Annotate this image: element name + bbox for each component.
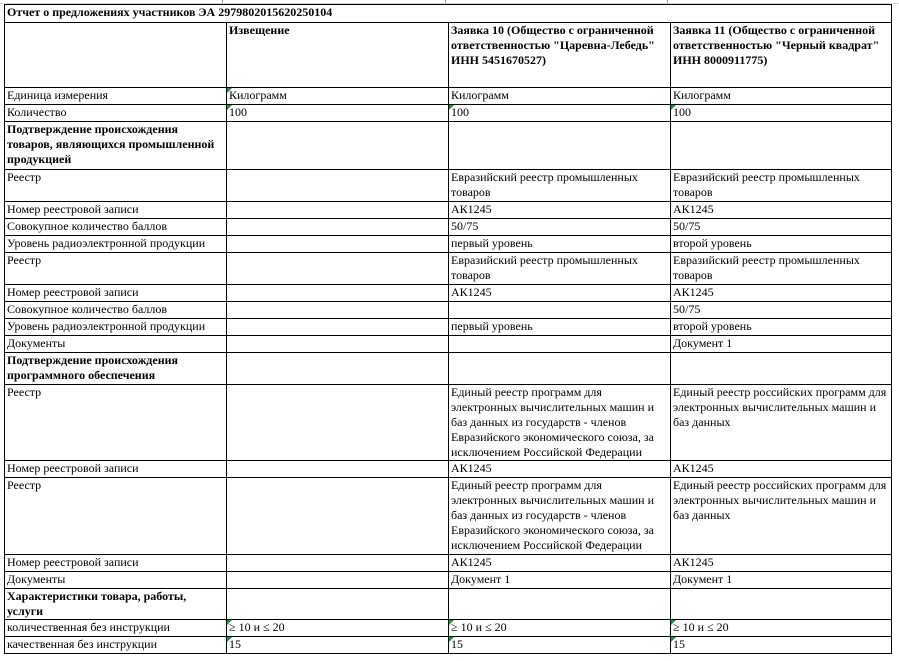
cell-text: ≥ 10 и ≤ 20 (229, 620, 285, 634)
cell-value[interactable]: АК1245 (449, 461, 671, 478)
cell-value[interactable] (449, 637, 671, 654)
table-row (5, 285, 892, 302)
table-row (5, 88, 892, 105)
cell-value[interactable]: Документ 1 (671, 336, 892, 353)
cell-value[interactable] (671, 353, 892, 385)
cell-text: 15 (673, 637, 685, 651)
table-row (5, 620, 892, 637)
header-notice[interactable]: Извещение (227, 23, 449, 88)
cell-value[interactable]: Единый реестр программ для электронных вычислительных машин и баз данных из государств - членов Евразийского экономического союза, за исключением Российской Федерации (449, 385, 671, 461)
table-row (5, 302, 892, 319)
table-row (5, 478, 892, 555)
cell-text: 15 (451, 637, 463, 651)
table-row (5, 105, 892, 122)
cell-value[interactable]: второй уровень (671, 319, 892, 336)
cell-value[interactable] (227, 572, 449, 589)
cell-value[interactable] (227, 122, 449, 170)
comment-marker-icon (671, 620, 676, 625)
row-label[interactable]: Уровень радиоэлектронной продукции (5, 236, 227, 253)
cell-value[interactable]: второй уровень (671, 236, 892, 253)
comment-marker-icon (227, 620, 232, 625)
cell-value[interactable]: АК1245 (671, 285, 892, 302)
report-table (4, 4, 892, 654)
section-row (5, 589, 892, 620)
row-label[interactable]: Номер реестровой записи (5, 555, 227, 572)
row-label[interactable]: количественная без инструкции (5, 620, 227, 637)
cell-value[interactable]: 50/75 (671, 219, 892, 236)
row-label[interactable]: Совокупное количество баллов (5, 219, 227, 236)
row-label[interactable]: Документы (5, 336, 227, 353)
cell-value[interactable] (449, 105, 671, 122)
comment-marker-icon (671, 637, 676, 642)
cell-value[interactable] (227, 353, 449, 385)
section-title[interactable]: Характеристики товара, работы, услуги (5, 589, 227, 620)
cell-text: 100 (673, 105, 691, 119)
cell-value[interactable] (671, 122, 892, 170)
cell-value[interactable] (671, 620, 892, 637)
table-row (5, 202, 892, 219)
row-label[interactable]: Номер реестровой записи (5, 285, 227, 302)
table-row (5, 236, 892, 253)
cell-value[interactable]: Килограмм (671, 88, 892, 105)
header-bid11[interactable]: Заявка 11 (Общество с ограниченной ответственностью "Черный квадрат" ИНН 8000911775) (671, 23, 892, 88)
cell-value[interactable] (227, 319, 449, 336)
cell-value[interactable]: 50/75 (671, 302, 892, 319)
cell-value[interactable]: АК1245 (449, 202, 671, 219)
table-row (5, 461, 892, 478)
cell-value[interactable] (227, 219, 449, 236)
cell-value[interactable]: Евразийский реестр промышленных товаров (671, 170, 892, 202)
comment-marker-icon (227, 88, 232, 93)
cell-value[interactable]: Килограмм (449, 88, 671, 105)
cell-value[interactable] (671, 637, 892, 654)
cell-value[interactable] (227, 236, 449, 253)
table-row (5, 336, 892, 353)
cell-value[interactable] (227, 202, 449, 219)
row-label[interactable]: Реестр (5, 170, 227, 202)
cell-value[interactable] (449, 620, 671, 637)
cell-value[interactable] (227, 170, 449, 202)
section-title[interactable]: Подтверждение происхождения товаров, являющихся промышленной продукцией (5, 122, 227, 170)
cell-value[interactable] (449, 336, 671, 353)
cell-value[interactable]: АК1245 (449, 555, 671, 572)
cell-value[interactable] (449, 353, 671, 385)
row-label[interactable]: Уровень радиоэлектронной продукции (5, 319, 227, 336)
cell-value[interactable]: Документ 1 (671, 572, 892, 589)
row-label[interactable]: Единица измерения (5, 88, 227, 105)
comment-marker-icon (227, 637, 232, 642)
comment-marker-icon (227, 105, 232, 110)
cell-value[interactable]: Единый реестр российских программ для электронных вычислительных машин и баз данных (671, 478, 892, 555)
cell-text: Килограмм (229, 88, 287, 102)
row-label[interactable]: Реестр (5, 253, 227, 285)
cell-value[interactable]: первый уровень (449, 236, 671, 253)
cell-value[interactable]: АК1245 (671, 555, 892, 572)
cell-value[interactable] (227, 385, 449, 461)
report-title[interactable]: Отчет о предложениях участников ЭА 2979802015620250104 (5, 5, 892, 23)
header-empty-cell[interactable] (5, 23, 227, 88)
section-row (5, 353, 892, 385)
cell-value[interactable]: АК1245 (449, 285, 671, 302)
section-title[interactable]: Подтверждение происхождения программного обеспечения (5, 353, 227, 385)
cell-value[interactable]: АК1245 (671, 461, 892, 478)
cell-text: ≥ 10 и ≤ 20 (451, 620, 507, 634)
cell-value[interactable]: Документ 1 (449, 572, 671, 589)
section-row (5, 122, 892, 170)
table-row (5, 170, 892, 202)
comment-marker-icon (449, 105, 454, 110)
cell-value[interactable] (227, 589, 449, 620)
row-label[interactable]: Номер реестровой записи (5, 461, 227, 478)
table-row (5, 385, 892, 461)
cell-value[interactable] (449, 302, 671, 319)
cell-text: 100 (451, 105, 469, 119)
cell-value[interactable]: 50/75 (449, 219, 671, 236)
cell-value[interactable] (671, 105, 892, 122)
comment-marker-icon (671, 105, 676, 110)
row-label[interactable]: Номер реестровой записи (5, 202, 227, 219)
cell-value[interactable] (227, 555, 449, 572)
cell-value[interactable] (449, 589, 671, 620)
cell-value[interactable]: Евразийский реестр промышленных товаров (449, 170, 671, 202)
cell-value[interactable] (227, 253, 449, 285)
cell-value[interactable]: АК1245 (671, 202, 892, 219)
cell-value[interactable]: Единый реестр программ для электронных вычислительных машин и баз данных из государств - членов Евразийского экономического союза, за исключением Российской Федерации (449, 478, 671, 555)
table-row (5, 637, 892, 654)
table-row (5, 572, 892, 589)
cell-text: 15 (229, 637, 241, 651)
title-row (5, 5, 892, 23)
table-row (5, 219, 892, 236)
cell-value[interactable] (227, 461, 449, 478)
cell-value[interactable]: Евразийский реестр промышленных товаров (671, 253, 892, 285)
row-label[interactable]: Реестр (5, 478, 227, 555)
row-label[interactable]: Реестр (5, 385, 227, 461)
cell-text: 100 (229, 105, 247, 119)
cell-value[interactable] (227, 336, 449, 353)
cell-value[interactable]: Евразийский реестр промышленных товаров (449, 253, 671, 285)
comment-marker-icon (449, 620, 454, 625)
cell-value[interactable] (227, 302, 449, 319)
table-row (5, 319, 892, 336)
table-row (5, 253, 892, 285)
header-row (5, 23, 892, 88)
cell-value[interactable]: Единый реестр российских программ для электронных вычислительных машин и баз данных (671, 385, 892, 461)
cell-value[interactable] (227, 88, 449, 105)
cell-value[interactable] (227, 478, 449, 555)
header-bid10[interactable]: Заявка 10 (Общество с ограниченной ответственностью "Царевна-Лебедь" ИНН 5451670527) (449, 23, 671, 88)
row-label[interactable]: Документы (5, 572, 227, 589)
cell-value[interactable] (671, 589, 892, 620)
row-label[interactable]: Количество (5, 105, 227, 122)
row-label[interactable]: качественная без инструкции (5, 637, 227, 654)
comment-marker-icon (449, 637, 454, 642)
cell-text: ≥ 10 и ≤ 20 (673, 620, 729, 634)
row-label[interactable]: Совокупное количество баллов (5, 302, 227, 319)
table-row (5, 555, 892, 572)
cell-value[interactable] (227, 105, 449, 122)
cell-value[interactable] (227, 637, 449, 654)
cell-value[interactable] (227, 285, 449, 302)
cell-value[interactable]: первый уровень (449, 319, 671, 336)
cell-value[interactable] (449, 122, 671, 170)
cell-value[interactable] (227, 620, 449, 637)
